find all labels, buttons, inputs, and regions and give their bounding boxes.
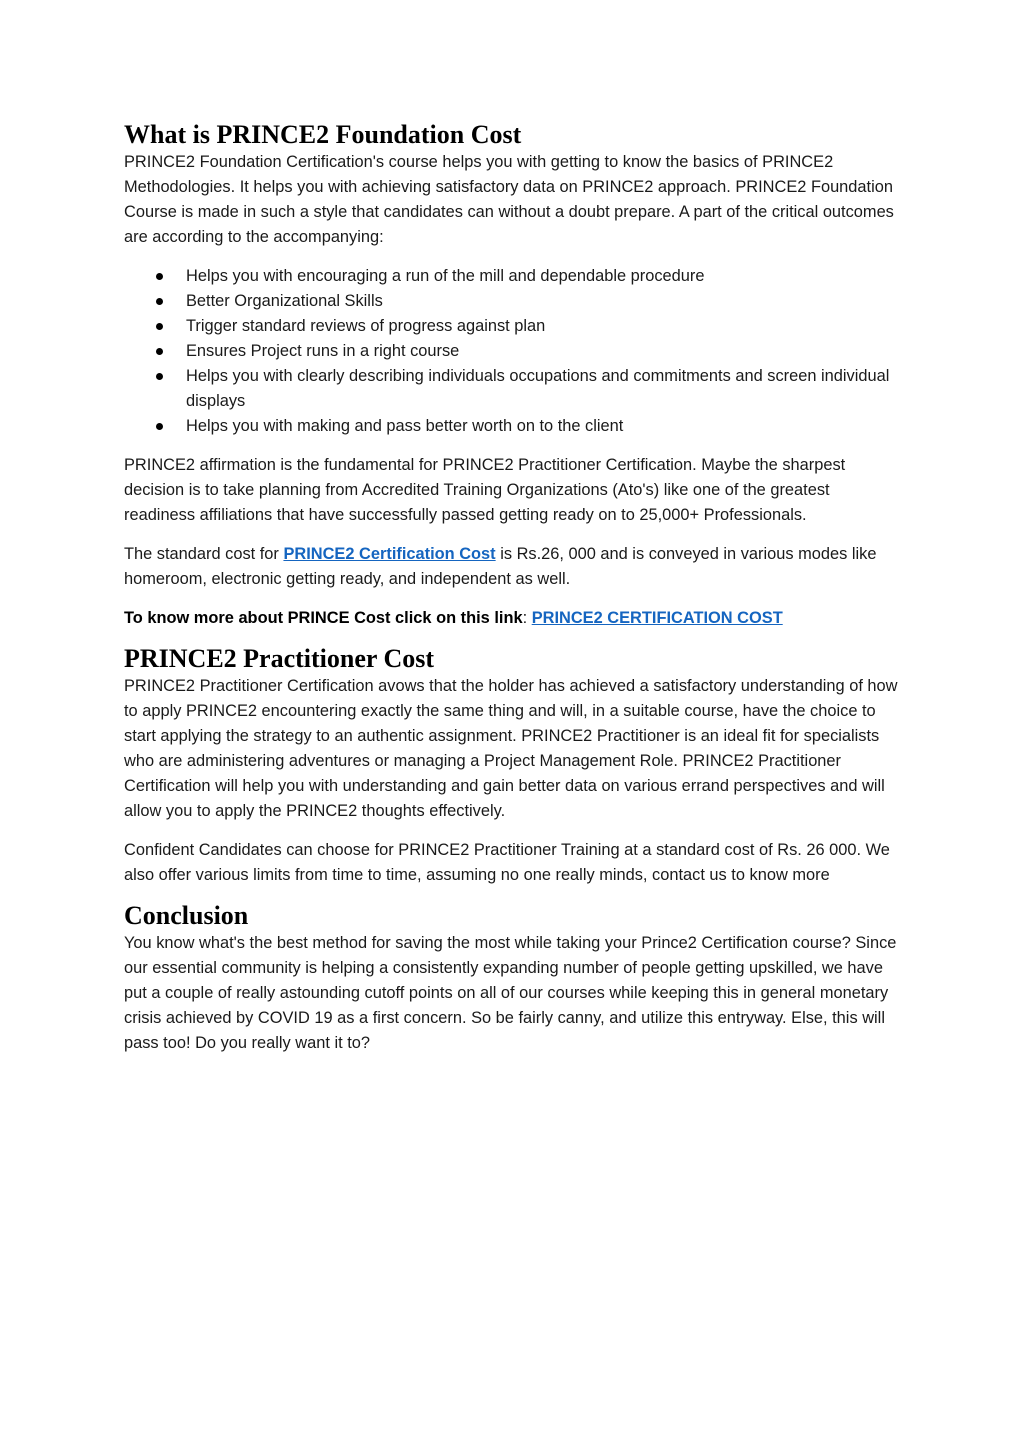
list-item-text: Ensures Project runs in a right course — [186, 342, 460, 360]
know-more-paragraph — [124, 606, 902, 631]
bullet-icon — [156, 298, 163, 305]
practitioner-paragraph: PRINCE2 Practitioner Certification avows that the holder has achieved a satisfactory understanding of how to apply PRINCE2 encountering exactly the same thing and will, in a suitable course, have the choice to start applying the strategy to an authentic assignment. PRINCE2 Practitioner is an ideal fit for specialists who are administering adventures or managing a Project Management Role. PRINCE2 Practitioner Certification will help you with understanding and gain better data on various errand perspectives and will allow you to apply the PRINCE2 thoughts effectively. — [124, 677, 898, 820]
list-item — [124, 289, 902, 314]
bullet-icon — [156, 273, 163, 280]
prince2-certification-cost-caps-link[interactable]: PRINCE2 CERTIFICATION COST — [531, 609, 783, 627]
heading-conclusion: Conclusion — [124, 901, 249, 930]
list-item — [124, 364, 902, 414]
list-item-text: Helps you with clearly describing individuals occupations and commitments and screen individual displays — [186, 367, 890, 410]
list-item — [124, 339, 902, 364]
standard-cost-text-before: The standard cost for — [124, 545, 284, 563]
list-item-text: Better Organizational Skills — [186, 292, 383, 310]
standard-cost-text-after: is Rs.26, 000 and is conveyed in various modes like homeroom, electronic getting ready, and independent as well. — [124, 545, 877, 588]
know-more-label: To know more about PRINCE Cost click on this link — [124, 609, 523, 627]
bullet-icon — [156, 348, 163, 355]
standard-cost-paragraph — [124, 542, 902, 592]
list-item-text: Helps you with making and pass better worth on to the client — [186, 417, 624, 435]
document-content — [124, 120, 902, 1056]
prince2-certification-cost-link[interactable]: PRINCE2 Certification Cost — [283, 545, 496, 563]
foundation-intro-paragraph: PRINCE2 Foundation Certification's course helps you with getting to know the basics of PRINCE2 Methodologies. It helps you with achieving satisfactory data on PRINCE2 approach. PRINCE2 Foundation Course is made in such a style that candidates can without a doubt prepare. A part of the critical outcomes are according to the accompanying: — [124, 153, 894, 246]
list-item-text: Trigger standard reviews of progress against plan — [186, 317, 546, 335]
know-more-separator: : — [522, 609, 532, 627]
list-item — [124, 414, 902, 439]
bullet-icon — [156, 323, 163, 330]
candidates-paragraph: Confident Candidates can choose for PRINCE2 Practitioner Training at a standard cost of Rs. 26 000. We also offer various limits from time to time, assuming no one really minds, contact us to know more — [124, 841, 890, 884]
list-item — [124, 314, 902, 339]
list-item — [124, 264, 902, 289]
outcomes-list — [124, 264, 902, 439]
conclusion-paragraph: You know what's the best method for saving the most while taking your Prince2 Certification course? Since our essential community is helping a consistently expanding number of people getting upskilled, we have put a couple of really astounding cutoff points on all of our courses while keeping this in general monetary crisis achieved by COVID 19 as a first concern. So be fairly canny, and utilize this entryway. Else, this will pass too! Do you really want it to? — [124, 934, 897, 1052]
heading-foundation-cost: What is PRINCE2 Foundation Cost — [124, 120, 522, 149]
heading-practitioner-cost: PRINCE2 Practitioner Cost — [124, 644, 435, 673]
bullet-icon — [156, 423, 163, 430]
list-item-text: Helps you with encouraging a run of the mill and dependable procedure — [186, 267, 705, 285]
affirmation-paragraph: PRINCE2 affirmation is the fundamental for PRINCE2 Practitioner Certification. Maybe the sharpest decision is to take planning from Accredited Training Organizations (Ato's) like one of the greatest readiness affiliations that have successfully passed getting ready on to 25,000+ Professionals. — [124, 456, 846, 524]
bullet-icon — [156, 373, 163, 380]
